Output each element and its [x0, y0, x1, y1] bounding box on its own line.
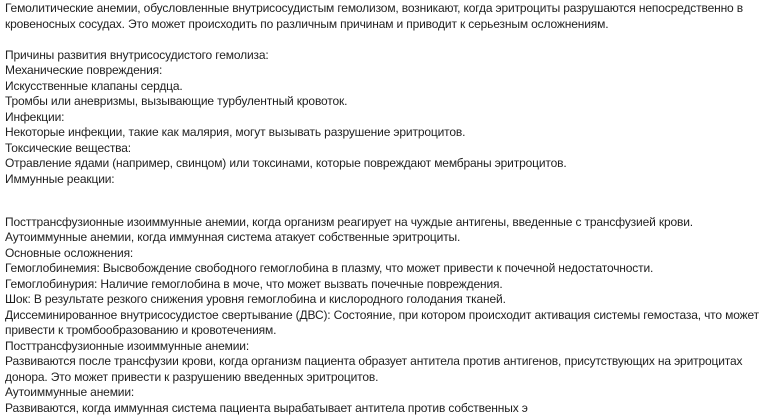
causes-line: Некоторые инфекции, такие как малярия, могут вызывать разрушение эритроцитов. [5, 125, 768, 141]
causes-line: Иммунные реакции: [5, 172, 768, 188]
body-line: Аутоиммунные анемии: [5, 385, 768, 401]
body-line: Аутоиммунные анемии, когда иммунная система атакует собственные эритроциты. [5, 230, 768, 246]
causes-line: Отравление ядами (например, свинцом) или токсинами, которые повреждают мембраны эритроцитов. [5, 156, 768, 172]
intro-line-1: Гемолитические анемии, обусловленные внутрисосудистым гемолизом, возникают, когда эритроциты разрушаются непосредственно в [5, 1, 768, 17]
causes-line: Механические повреждения: [5, 63, 768, 79]
body-line: донора. Это может привести к разрушению введенных эритроцитов. [5, 370, 768, 386]
body-line: Посттрансфузионные изоиммунные анемии: [5, 339, 768, 355]
body-line: Шок: В результате резкого снижения уровня гемоглобина и кислородного голодания тканей. [5, 292, 768, 308]
spacer [5, 32, 768, 48]
spacer [5, 203, 768, 215]
spacer [5, 187, 768, 203]
causes-line: Искусственные клапаны сердца. [5, 79, 768, 95]
body-line: Гемоглобинемия: Высвобождение свободного гемоглобина в плазму, что может привести к почечной недостаточности. [5, 261, 768, 277]
body-line: Развиваются после трансфузии крови, когда организм пациента образует антитела против антигенов, присутствующих на эритроцитах [5, 354, 768, 370]
causes-heading: Причины развития внутрисосудистого гемолиза: [5, 48, 768, 64]
body-line: Диссеминированное внутрисосудистое свертывание (ДВС): Состояние, при котором происходит активация системы гемостаза, что может [5, 308, 768, 324]
causes-line: Токсические вещества: [5, 141, 768, 157]
body-line: привести к тромбообразованию и кровотечениям. [5, 323, 768, 339]
intro-line-2: кровеносных сосудах. Это может происходить по различным причинам и приводит к серьезным осложнениям. [5, 17, 768, 33]
causes-line: Инфекции: [5, 110, 768, 126]
causes-line: Тромбы или аневризмы, вызывающие турбулентный кровоток. [5, 94, 768, 110]
complications-heading: Основные осложнения: [5, 246, 768, 262]
body-line: Посттрансфузионные изоиммунные анемии, когда организм реагирует на чуждые антигены, введенные с трансфузией крови. [5, 215, 768, 231]
body-line: Развиваются, когда иммунная система пациента вырабатывает антитела против собственных э [5, 401, 768, 416]
body-line: Гемоглобинурия: Наличие гемоглобина в моче, что может вызвать почечные повреждения. [5, 277, 768, 293]
